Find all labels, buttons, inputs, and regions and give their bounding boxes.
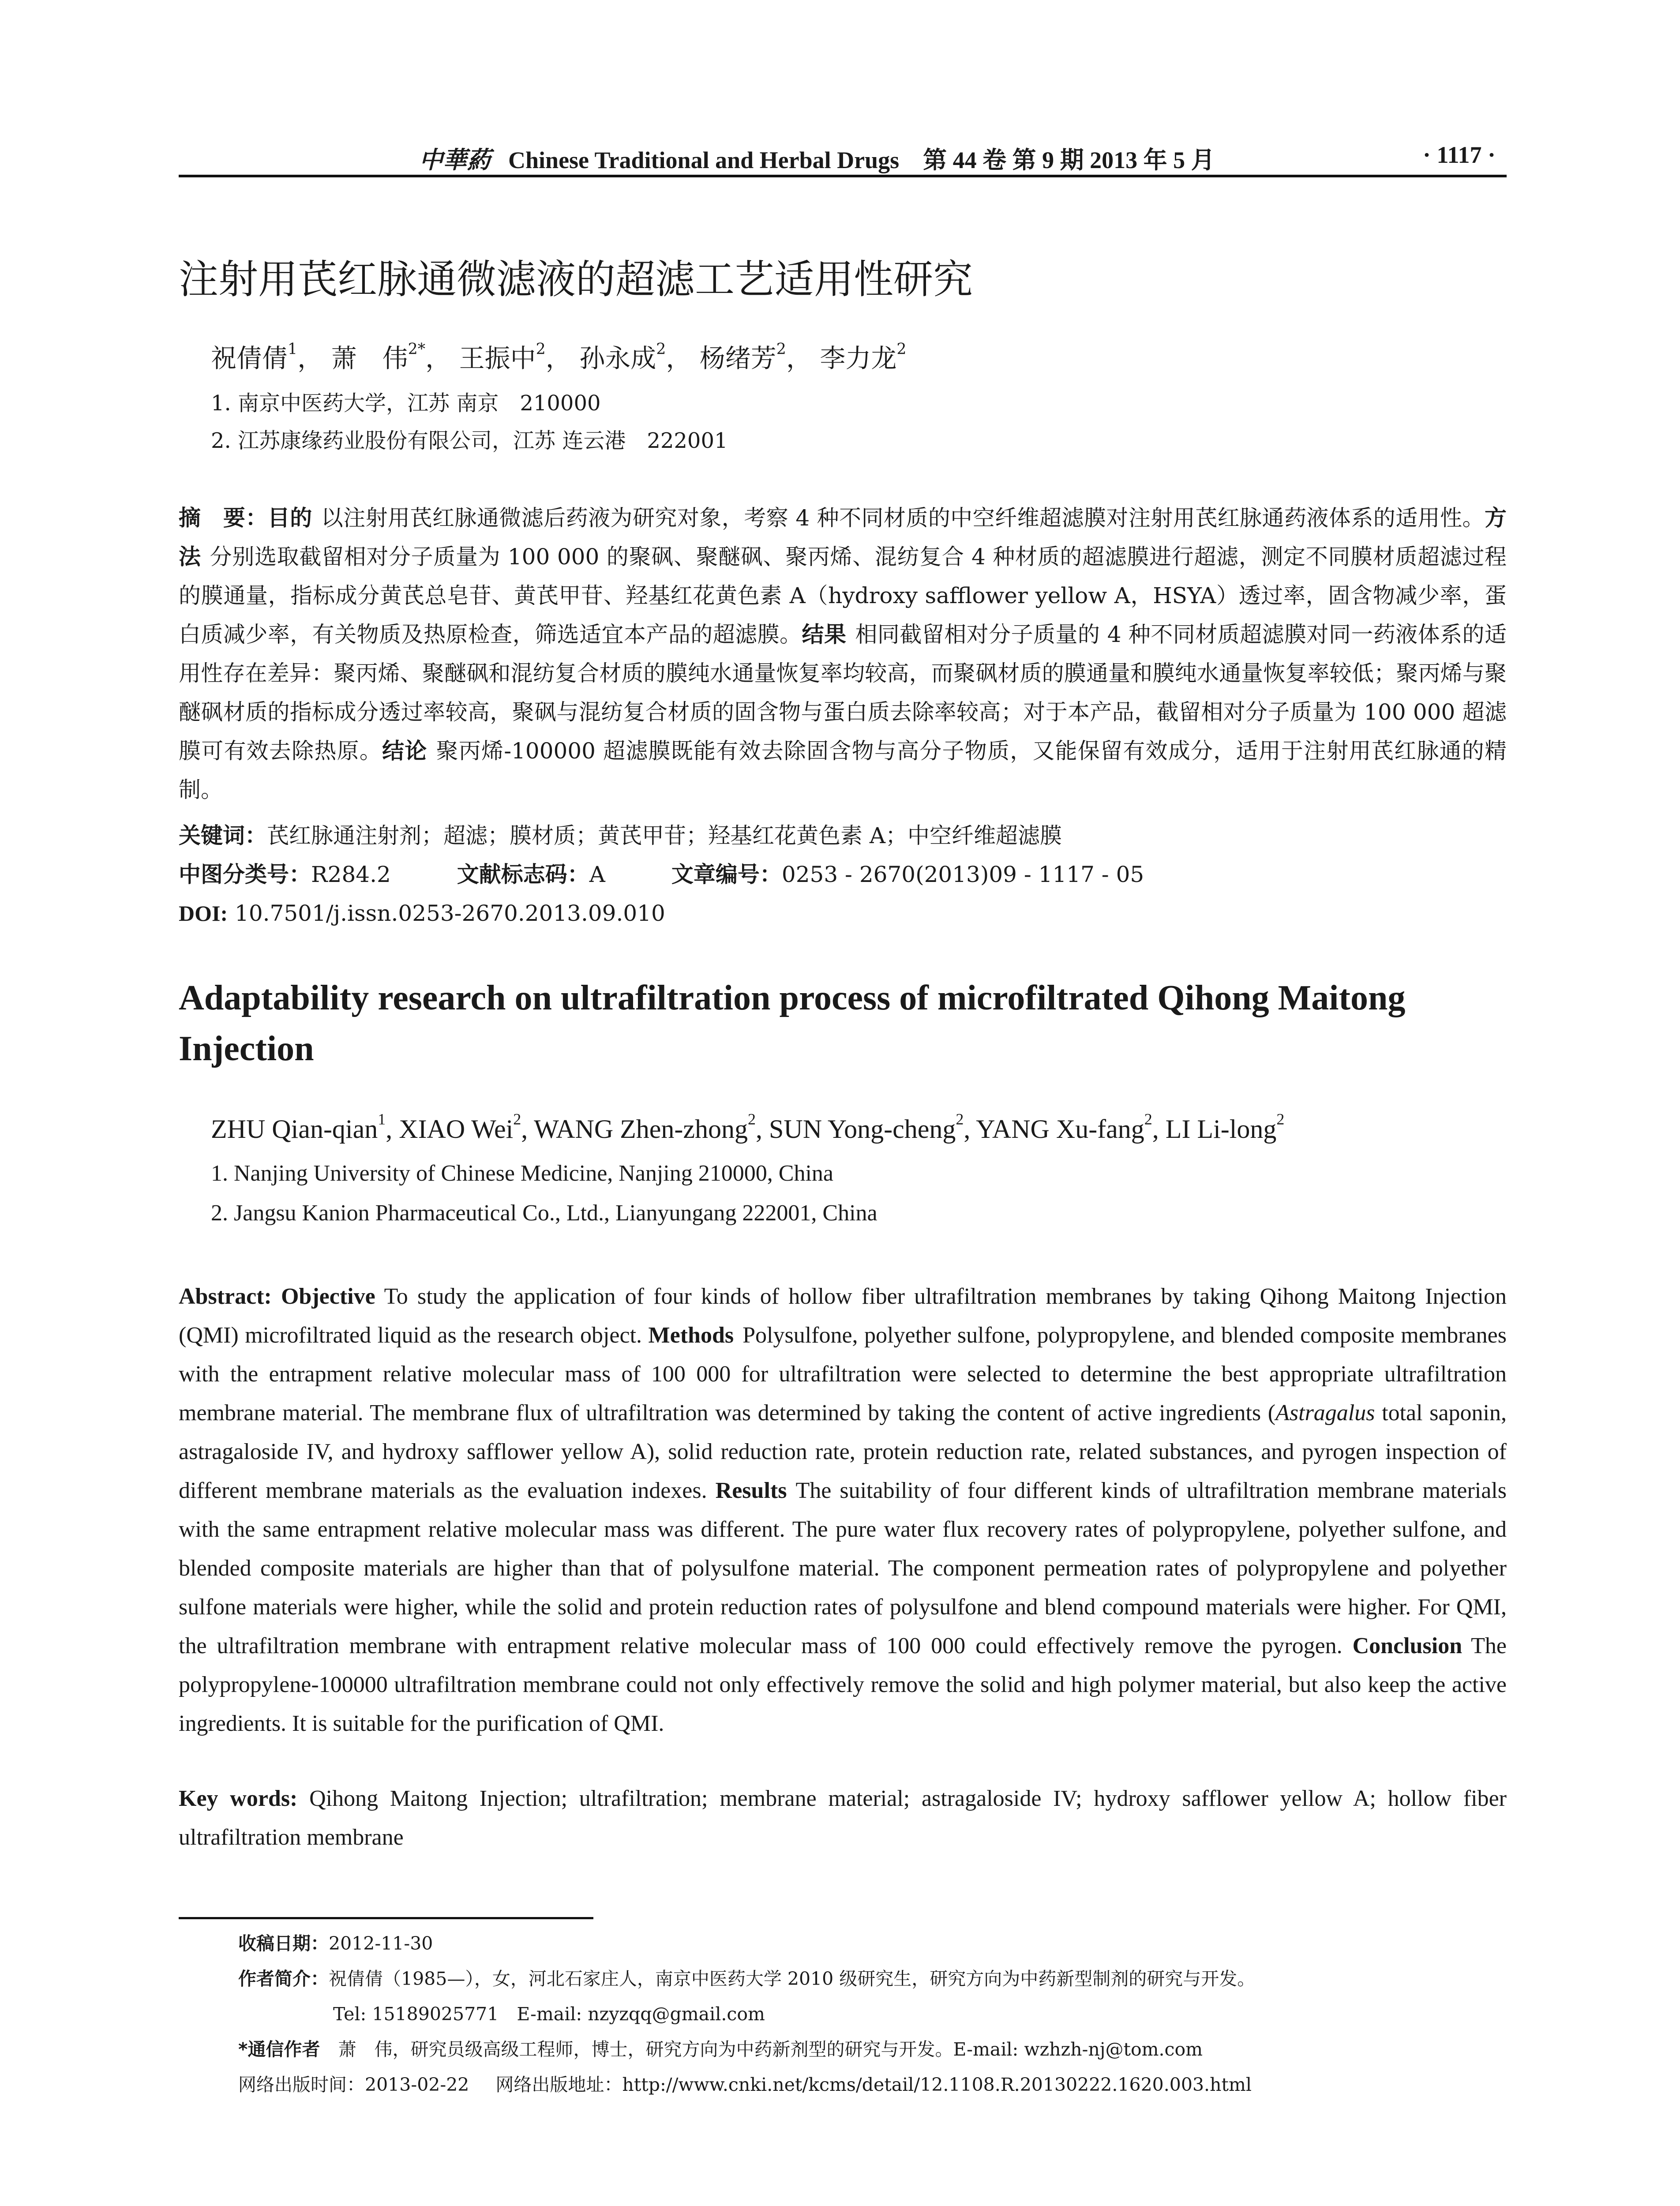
objective-label: 目的 bbox=[267, 505, 312, 531]
author-name: ZHU Qian-qian bbox=[211, 1114, 378, 1144]
received-label: 收稿日期： bbox=[238, 1933, 329, 1954]
author-name: 王振中 bbox=[459, 343, 536, 373]
methods-label: Methods bbox=[648, 1323, 734, 1348]
article-number: 0253 - 2670(2013)09 - 1117 - 05 bbox=[781, 862, 1144, 887]
methods-italic-term: Astragalus bbox=[1275, 1400, 1375, 1426]
abstract-label: 摘 要： bbox=[179, 505, 268, 531]
author-affiliation-mark: 1 bbox=[288, 340, 298, 358]
chinese-affiliation-1: 1. 南京中医药大学，江苏 南京 210000 bbox=[211, 391, 601, 416]
author-bio-label: 作者简介： bbox=[238, 1968, 329, 1989]
author-contact: Tel: 15189025771 E-mail: nzyzqq@gmail.com bbox=[333, 2003, 765, 2025]
author-affiliation-mark: 2 bbox=[513, 1110, 521, 1128]
conclusion-text: The polypropylene-100000 ultrafiltration membrane could not only effectively remove the solid and high polymer material, but also keep the active ingredients. It is suitable for the purification of QMI. bbox=[179, 1633, 1507, 1736]
objective-label: Objective bbox=[281, 1284, 375, 1309]
doi-value[interactable]: 10.7501/j.issn.0253-2670.2013.09.010 bbox=[235, 900, 665, 926]
methods-text: 分别选取截留相对分子质量为 100 000 的聚砜、聚醚砜、聚丙烯、混纺复合 4 种材质的超滤膜进行超滤，测定不同膜材质超滤过程的膜通量，指标成分黄芪总皂苷、黄芪甲苷、羟基红花黄色素 A（hydroxy safflower yellow A，HSYA）透过率，固含物减少率，蛋白质减少率，有关物质及热原检查，筛选适宜本产品的超滤膜。 bbox=[179, 544, 1507, 647]
chinese-metadata bbox=[179, 816, 1507, 933]
keywords-label: Key words: bbox=[179, 1786, 298, 1811]
article-number-label: 文章编号： bbox=[671, 862, 782, 887]
results-text: The suitability of four different kinds of ultrafiltration membrane materials with the same entrapment relative molecular mass was different. The pure water flux recovery rates of polypropylene, polyether sulfone, and blended composite materials are higher than that of polysulfone material. The component permeation rates of polypropylene and polyether sulfone materials were higher, while the solid and protein reduction rates of polysulfone and blend compound materials were higher. For QMI, the ultrafiltration membrane with entrapment relative molecular mass of 100 000 could effectively remove the pyrogen. bbox=[179, 1478, 1507, 1658]
english-affiliation-2: 2. Jangsu Kanion Pharmaceutical Co., Ltd., Lianyungang 222001, China bbox=[211, 1201, 878, 1226]
english-affiliation-1: 1. Nanjing University of Chinese Medicine, Nanjing 210000, China bbox=[211, 1161, 834, 1186]
author-name: 杨绪芳 bbox=[699, 343, 776, 373]
author-affiliation-mark: 2 bbox=[1144, 1110, 1152, 1128]
author-bio: 祝倩倩（1985—），女，河北石家庄人，南京中医药大学 2010 级研究生，研究方向为中药新型制剂的研究与开发。 bbox=[329, 1968, 1256, 1989]
results-label: Results bbox=[715, 1478, 787, 1503]
keywords-row bbox=[179, 816, 1507, 855]
author-name: SUN Yong-cheng bbox=[769, 1114, 956, 1144]
author-affiliation-mark: 2 bbox=[748, 1110, 756, 1128]
chinese-title: 注射用芪红脉通微滤液的超滤工艺适用性研究 bbox=[179, 256, 973, 303]
methods-label: 方法 bbox=[179, 505, 1507, 570]
doc-code-label: 文献标志码： bbox=[457, 862, 589, 887]
doc-code: A bbox=[589, 862, 605, 887]
conclusion-label: 结论 bbox=[382, 738, 428, 764]
doi-label: DOI: bbox=[179, 901, 228, 926]
objective-text: 以注射用芪红脉通微滤后药液为研究对象，考察 4 种不同材质的中空纤维超滤膜对注射用芪红脉通药液体系的适用性。 bbox=[321, 505, 1485, 531]
english-author-list: ZHU Qian-qian$^1$, XIAO Wei$^2$, WANG Zhen-zhong$^2$, SUN Yong-cheng$^2$, YANG Xu-fang$^2$, LI Li-long$^2$ bbox=[211, 1110, 1285, 1144]
english-keywords bbox=[179, 1779, 1507, 1857]
author-name: 李力龙 bbox=[820, 343, 897, 373]
online-time: 2013-02-22 bbox=[365, 2074, 469, 2095]
author-affiliation-mark: 2 bbox=[956, 1110, 964, 1128]
author-name: WANG Zhen-zhong bbox=[534, 1114, 748, 1144]
chinese-author-list: 祝倩倩$^1$， 萧 伟$^{2*}$， 王振中$^2$， 孙永成$^2$， 杨绪芳$^2$， 李力龙$^2$ bbox=[211, 340, 907, 373]
online-publication-note bbox=[238, 2067, 1518, 2102]
methods-text: Polysulfone, polyether sulfone, polypropylene, and blended composite membranes with the entrapment relative molecular mass of 100 000 for ultrafiltration were selected to determine the best appropriate ultrafiltration membrane material. The membrane flux of ultrafiltration was determined by taking the content of active ingredients ( bbox=[179, 1323, 1507, 1426]
online-time-label: 网络出版时间： bbox=[238, 2074, 365, 2095]
running-header bbox=[179, 132, 1507, 177]
keywords-text: Qihong Maitong Injection; ultrafiltration; membrane material; astragaloside IV; hydroxy safflower yellow A; hollow fiber ultrafiltration membrane bbox=[179, 1786, 1507, 1850]
author-name: YANG Xu-fang bbox=[976, 1114, 1144, 1144]
author-affiliation-mark: 2 bbox=[896, 340, 907, 358]
journal-name: Chinese Traditional and Herbal Drugs 第 44 卷 第 9 期 2013 年 5 月 bbox=[508, 147, 1215, 173]
author-name: 萧 伟 bbox=[331, 343, 408, 373]
abstract-label: Abstract: bbox=[179, 1284, 272, 1309]
clc-label: 中图分类号： bbox=[179, 862, 311, 887]
author-affiliation-mark: 2* bbox=[408, 340, 426, 358]
objective-text: To study the application of four kinds of hollow fiber ultrafiltration membranes by taking Qihong Maitong Injection (QMI) microfiltrated liquid as the research object. bbox=[179, 1284, 1507, 1348]
author-affiliation-mark: 1 bbox=[378, 1110, 386, 1128]
received-date-note bbox=[238, 1926, 1518, 1961]
author-name: 祝倩倩 bbox=[211, 343, 288, 373]
english-abstract bbox=[179, 1277, 1507, 1743]
online-url-label: 网络出版地址： bbox=[495, 2074, 622, 2095]
footnote-divider bbox=[179, 1917, 593, 1919]
conclusion-text: 聚丙烯-100000 超滤膜既能有效去除固含物与高分子物质，又能保留有效成分，适用于注射用芪红脉通的精制。 bbox=[179, 738, 1507, 803]
chinese-affiliation-2: 2. 江苏康缘药业股份有限公司，江苏 连云港 222001 bbox=[211, 428, 728, 453]
corresponding-author-note bbox=[238, 2032, 1518, 2067]
author-affiliation-mark: 2 bbox=[1276, 1110, 1285, 1128]
chinese-abstract bbox=[179, 499, 1507, 809]
clc-code: R284.2 bbox=[311, 862, 391, 887]
author-name: LI Li-long bbox=[1165, 1114, 1277, 1144]
author-name: XIAO Wei bbox=[399, 1114, 514, 1144]
keywords-text: 芪红脉通注射剂；超滤；膜材质；黄芪甲苷；羟基红花黄色素 A；中空纤维超滤膜 bbox=[267, 823, 1062, 848]
online-url[interactable]: http://www.cnki.net/kcms/detail/12.1108.R.20130222.1620.003.html bbox=[622, 2074, 1252, 2095]
author-bio-note bbox=[238, 1961, 1518, 1996]
methods-text-continued: total saponin, astragaloside IV, and hydroxy safflower yellow A), solid reduction rate, protein reduction rate, related substances, and pyrogen inspection of different membrane materials as the evaluation indexes. bbox=[179, 1400, 1507, 1503]
conclusion-label: Conclusion bbox=[1352, 1633, 1462, 1658]
keywords-label: 关键词： bbox=[179, 823, 267, 848]
page-number: · 1117 · bbox=[1422, 142, 1496, 168]
corresponding-text: 萧 伟，研究员级高级工程师，博士，研究方向为中药新剂型的研究与开发。E-mail: wzhzh-nj@tom.com bbox=[338, 2039, 1203, 2060]
footnotes bbox=[238, 1926, 1518, 2102]
corresponding-label: *通信作者 bbox=[238, 2039, 320, 2060]
author-affiliation-mark: 2 bbox=[656, 340, 666, 358]
doi-row bbox=[179, 894, 1507, 933]
author-name: 孙永成 bbox=[579, 343, 656, 373]
author-affiliation-mark: 2 bbox=[536, 340, 546, 358]
results-text: 相同截留相对分子质量的 4 种不同材质超滤膜对同一药液体系的适用性存在差异：聚丙烯、聚醚砜和混纺复合材质的膜纯水通量恢复率均较高，而聚砜材质的膜通量和膜纯水通量恢复率较低；聚丙烯与聚醚砜材质的指标成分透过率较高，聚砜与混纺复合材质的固含物与蛋白质去除率较高；对于本产品，截留相对分子质量为 100 000 超滤膜可有效去除热原。 bbox=[179, 622, 1507, 764]
journal-info bbox=[419, 141, 1215, 175]
journal-logo: 中華葯 bbox=[419, 146, 491, 174]
received-date: 2012-11-30 bbox=[329, 1933, 433, 1954]
classification-row bbox=[179, 855, 1507, 894]
results-label: 结果 bbox=[802, 622, 847, 647]
english-title: Adaptability research on ultrafiltration process of microfiltrated Qihong Maitong Injection bbox=[179, 979, 1406, 1068]
author-affiliation-mark: 2 bbox=[776, 340, 786, 358]
